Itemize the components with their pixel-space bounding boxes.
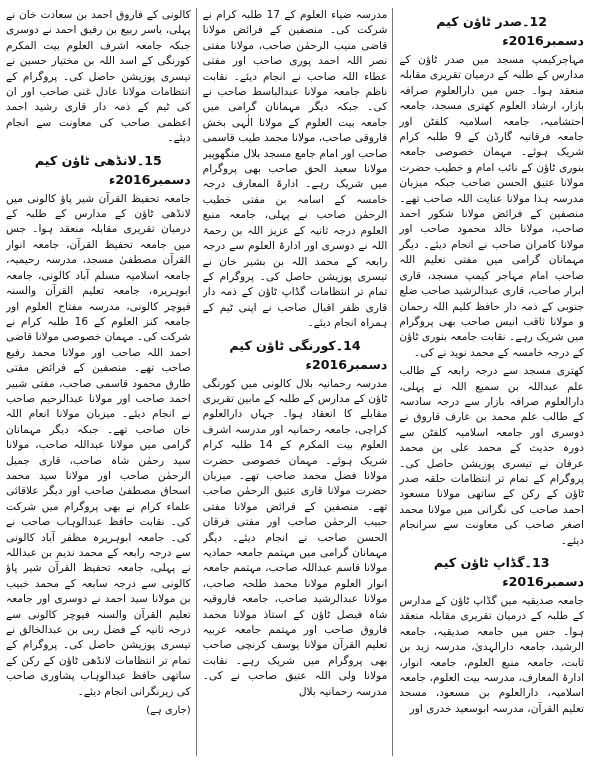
article-paragraph: کالونی کے فاروق احمد بن سعادت خان نے پہلی، یاسر ربیع بن رفیق احمد نے دوسری جبکہ جامعہ اشرف العلوم بیت المکرم کورنگی کے اسد اللہ بن مختیار حسین نے تیسری پوزیشن حاصل کی۔ پروگرام کے انتظامات مولانا عادل غنی صاحب اور ان کی ٹیم کے ذمہ دار قاری رشید احمد اعظمی صاحب کی معاونت سے انجام دیئے۔ (5, 9, 191, 145)
column-left (6, 8, 197, 756)
continued-note: (جاری ہے) (146, 705, 191, 717)
section-heading: 12۔صدر ٹاؤن کیم دسمبر2016ء (436, 14, 584, 48)
article-paragraph: مدرسہ رحمانیہ بلال کالونی میں کورنگی ٹاؤن کے مدارس کے طلبہ کے مابین تقریری مقابلے کا انعقاد ہوا۔ جہاں دارالعلوم کراچی، جامعہ رحمانیہ اور مدرسہ اشرف العلوم بیت المکرم کے 14 طلبہ کرام شریک ہوئے۔ مہمان خصوصی حضرت مولانا فضل محمد صاحب تھے۔ میزبان حضرت مولانا قاری عتیق الرحمٰن صاحب تھے۔ منصفین کے فرائض مولانا مفتی حبیب الرحمٰن صاحب اور مفتی فرقان الحسن صاحب نے انجام دیئے۔ دیگر مہمانان گرامی میں مہتمم جامعہ حمادیہ مولانا قاسم عبداللہ صاحب، مہتمم جامعہ انوار العلوم مولانا محمد طلحہ صاحب، مولانا عبدالرشید صاحب، جامعہ فاروقیہ شاہ فیصل ٹاؤن کے استاذ مولانا محمد فاروق صاحب اور مہتمم جامعہ عربیہ تعلیم القرآن مولانا یوسف کرنچی صاحب بھی پروگرام میں شریک رہے۔ نقابت مولانا ولی اللہ عتیق صاحب نے کی۔ مدرسہ رحمانیہ بلال (202, 377, 388, 698)
article-paragraph: کھتری مسجد سے درجہ رابعہ کے طالب علم عبداللہ بن سمیع اللہ نے پہلی، دارالعلوم صرافہ بازار سے درجہ سادسہ کے طالب علم محمد بن عارف قاروق نے دوسری اور جامعہ اسلامیہ کلفٹن سے دورہ حدیث کے محمد علی بن محمد عرفان نے تیسری پوزیشن حاصل کی۔ پروگرام کے تمام تر انتظامات حلقہ صدر ٹاؤن کے رکن کے ساتھی مولانا مسعود احمد صاحب کی نگرانی میں مولانا محمد اصغر صاحب کی معاونت سے سرانجام دیئے۔ (399, 365, 584, 547)
article-paragraph: جامعہ صدیقیہ میں گڈاپ ٹاؤن کے مدارس کے طلبہ کے درمیان تقریری مقابلہ منعقد ہوا۔ جس میں جامعہ صدیقیہ، جامعہ الرشید، جامعہ دارالہدیٰ، مدرسہ زید بن ثابت، جامعہ منبع العلوم، جامعہ انوار، ادارۃ المعارف، مدرسہ بیت العلوم، جامعہ اسلامیہ، دارالعلوم بن مسعود، مسجد تعلیم القرآن، مدرسہ ابوسعید خدری اور (399, 595, 584, 715)
article-paragraph: جامعہ تحفیظ القرآن شیر پاؤ کالونی میں لانڈھی ٹاؤن کے مدارس کے طلبہ کے درمیان تقریری مقابلہ منعقد ہوا۔ جس میں جامعہ تحفیظ القرآن، جامعہ انوار القرآن مصطفیٰ مسجد، مدرسہ رحیمیہ، جامعہ اسلامیہ مسلم آباد کالونی، جامعہ ابوہریرہ، جامعہ تعلیم القرآن والسنہ فیوچر کالونی، مدرسہ مفتاح العلوم اور جامعہ کنز العلوم کے 16 طلبہ کرام نے شرکت کی۔ مہمان خصوصی مولانا قاضی احمد اللہ صاحب اور مولانا محمد رفیع صاحب تھے۔ منصفین کے فرائض مفتی طارق محمود قاسمی صاحب، مفتی شبیر احمد صاحب اور مولانا عبدالرحیم صاحب نے انجام دیئے۔ میزبان مولانا انعام اللہ خان صاحب تھے۔ جبکہ دیگر مہمانان گرامی میں مولانا عبداللہ صاحب، مولانا سید رحمٰن شاہ صاحب، قاری جمیل الرحمٰن صاحب اور مولانا سید محمد اسحاق مصطفیٰ صاحب اور دیگر علاقائی علماء کرام نے بھی پروگرام میں شرکت کی۔ نقابت حافظ عبدالوہاب صاحب نے کی۔ جامعہ ابوہریرہ مظفر آباد کالونی سے درجہ رابعہ کے محمد ندیم بن عبداللہ نے پہلی، جامعہ تحفیظ القرآن شیر پاؤ کالونی سے درجہ سابعہ کے محمد خبیب بن مولانا سید احمد نے دوسری اور جامعہ تعلیم القرآن والسنہ فیوچر کالونی سے درجہ ثانیہ کے فضل ربی بن عبدالخالق نے تیسری پوزیشن حاصل کی۔ پروگرام کے تمام تر انتظامات لانڈھی ٹاؤن کے رکن کے ساتھی حافظ عبدالوہاب پشاوری صاحب کی زیرنگرانی انجام دیئے۔ (5, 192, 191, 698)
article-paragraph: مدرسہ ضیاء العلوم کے 17 طلبہ کرام نے شرکت کی۔ منصفین کے فرائض مولانا قاضی منیب الرحمٰن صاحب، مولانا مفتی نصر اللہ احمد پوری صاحب اور مفتی عطاء اللہ صاحب نے انجام دیئے۔ نقابت ناظم جامعہ مولانا عبدالباسط صاحب نے کی۔ جبکہ دیگر مہمانان گرامی میں جامعہ بیت العلوم کے مولانا الٰہی بخش فاروقی صاحب، مولانا محمد طیب قاسمی صاحب اور امام جامع مسجد بلال منگھوپیر مولانا سعید الحق صاحب بھی پروگرام میں شریک رہے۔ ادارۃ المعارف درجہ خامسہ کے اسامہ بن مفتی خطیب الرحمٰن صاحب نے پہلی، جامعہ منبع العلوم درجہ ثانیہ کے عزیز اللہ بن رحمۃ اللہ نے دوسری اور ادارۃ العلوم سے درجہ رابعہ کے محمد اللہ بن بشیر خان نے تیسری پوزیشن حاصل کی۔ پروگرام کے تمام تر انتظامات گڈاپ ٹاؤن کے ذمہ دار قاری ظفر اقبال صاحب نے اپنی ٹیم کے ہمراہ انجام دیئے۔ (202, 9, 388, 330)
section-heading: 13۔گڈاپ ٹاؤن کیم دسمبر2016ء (433, 555, 584, 589)
section-heading: 15۔لانڈھی ٹاؤن کیم دسمبر2016ء (34, 152, 191, 187)
column-middle (203, 8, 394, 756)
column-right (399, 8, 584, 756)
section-heading: 14۔کورنگی ٹاؤن کیم دسمبر2016ء (229, 337, 388, 372)
article-paragraph: مہاجرکیمپ مسجد میں صدر ٹاؤن کے مدارس کے طلبہ کے درمیان تقریری مقابلہ منعقد ہوا۔ جس میں دارالعلوم صرافہ بازار، ارشاد العلوم کھتری مسجد، جامعہ احتشامیہ، جامعہ اسلامیہ کلفٹن اور جامعہ فرقانیہ گارڈن کے 9 طلبہ کرام شریک ہوئے۔ مہمان خصوصی جامعہ بنوری ٹاؤن کے نائب امام و خطیب حضرت مولانا عتیق الحسن صاحب جبکہ میزبان مدرسہ ہذا مولانا عنایت اللہ صاحب تھے۔ منصفین کے فرائض مولانا شکور احمد صاحب، مولانا خالد محمود صاحب اور مولانا کامران صاحب نے انجام دیئے۔ دیگر مہمانان گرامی میں مفتی تعلیم اللہ صاحب امام مہاجر کیمپ مسجد، قاری ابرار صاحب، قاری عبدالرشید صاحب ضلع جنوبی کے ذمہ دار حافظ کلیم اللہ رحمان و مولانا ثاقب انیس صاحب بھی پروگرام میں شریک رہے۔ نقابت جامعہ بنوری ٹاؤن کے درجہ خامسہ کے محمد نوید نے کی۔ (399, 54, 584, 359)
